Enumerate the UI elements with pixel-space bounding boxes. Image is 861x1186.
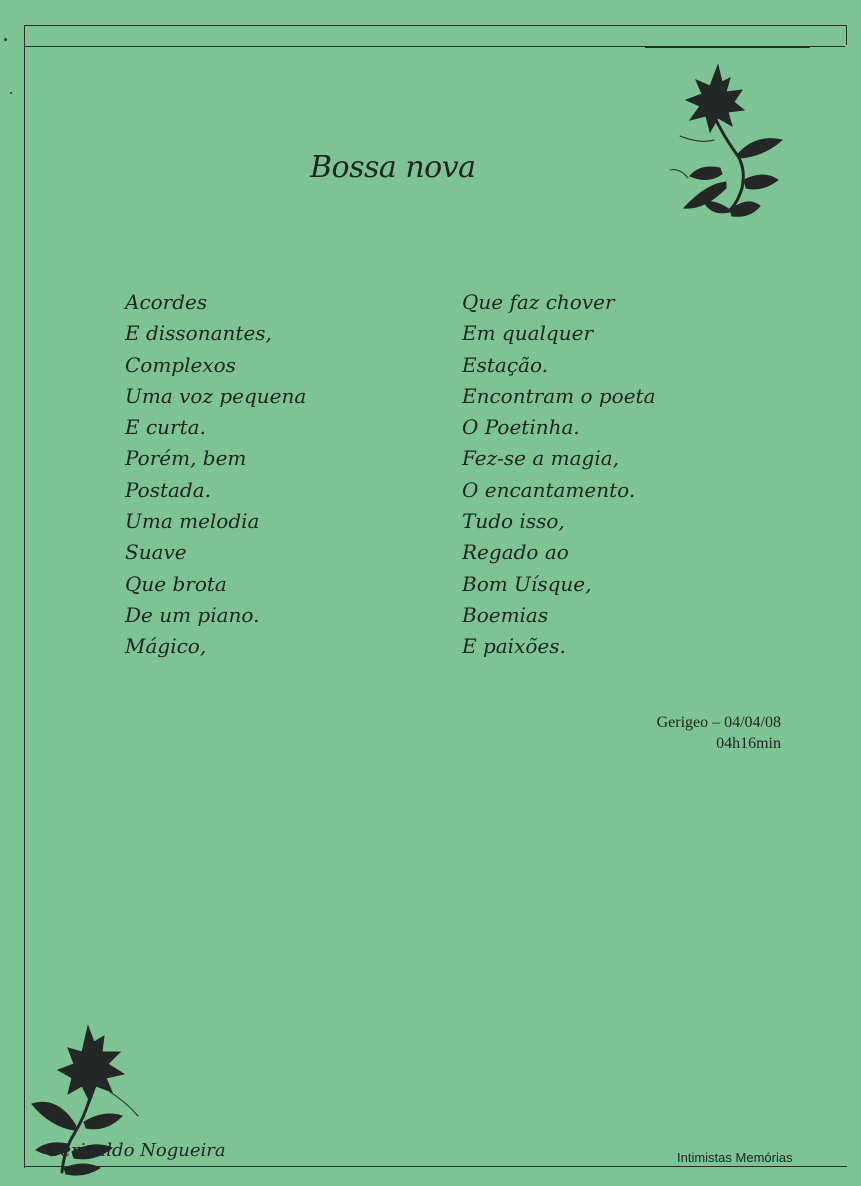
poem-line: Porém, bem: [125, 446, 247, 471]
poem-line: Estação.: [462, 352, 548, 377]
poem-line: Fez-se a magia,: [462, 446, 620, 471]
flower-silhouette-icon: [660, 60, 790, 220]
poem-line: Regado ao: [462, 540, 569, 565]
poem-line: E curta.: [125, 415, 206, 440]
author-name: Gerivaldo Nogueira: [46, 1140, 226, 1161]
poem-right-column: [462, 287, 656, 663]
poem-line: De um piano.: [125, 602, 260, 627]
poem-line: E dissonantes,: [125, 321, 272, 346]
right-border-line: [846, 25, 847, 45]
poem-line: Bom Uísque,: [462, 571, 592, 596]
poem-title: Bossa nova: [310, 150, 476, 185]
collection-title: Intimistas Memórias: [677, 1150, 793, 1165]
poem-line: Tudo isso,: [462, 509, 565, 534]
poem-left-column: [125, 287, 306, 663]
signature-time: 04h16min: [716, 735, 781, 752]
poem-signature: [657, 712, 781, 754]
poem-line: Que brota: [125, 571, 227, 596]
scan-speck: [4, 38, 7, 41]
left-border-line: [24, 25, 25, 1168]
scan-speck: [10, 92, 12, 94]
poem-line: Boemias: [462, 602, 549, 627]
poem-line: Complexos: [125, 352, 236, 377]
poem-line: Em qualquer: [462, 321, 594, 346]
poem-line: Mágico,: [125, 634, 207, 659]
poem-line: Suave: [125, 540, 187, 565]
poem-line: Acordes: [125, 290, 208, 314]
poem-line: E paixões.: [462, 634, 566, 659]
poem-line: Postada.: [125, 477, 211, 502]
poem-line: Que faz chover: [462, 290, 615, 314]
signature-place-date: Gerigeo – 04/04/08: [656, 714, 781, 731]
poem-line: O Poetinha.: [462, 415, 580, 440]
poem-line: Encontram o poeta: [462, 383, 656, 408]
top-border-accent: [645, 46, 810, 48]
top-border-line: [25, 25, 847, 26]
poem-line: Uma melodia: [125, 509, 260, 534]
poem-line: Uma voz pequena: [125, 383, 307, 408]
poem-line: O encantamento.: [462, 477, 636, 502]
